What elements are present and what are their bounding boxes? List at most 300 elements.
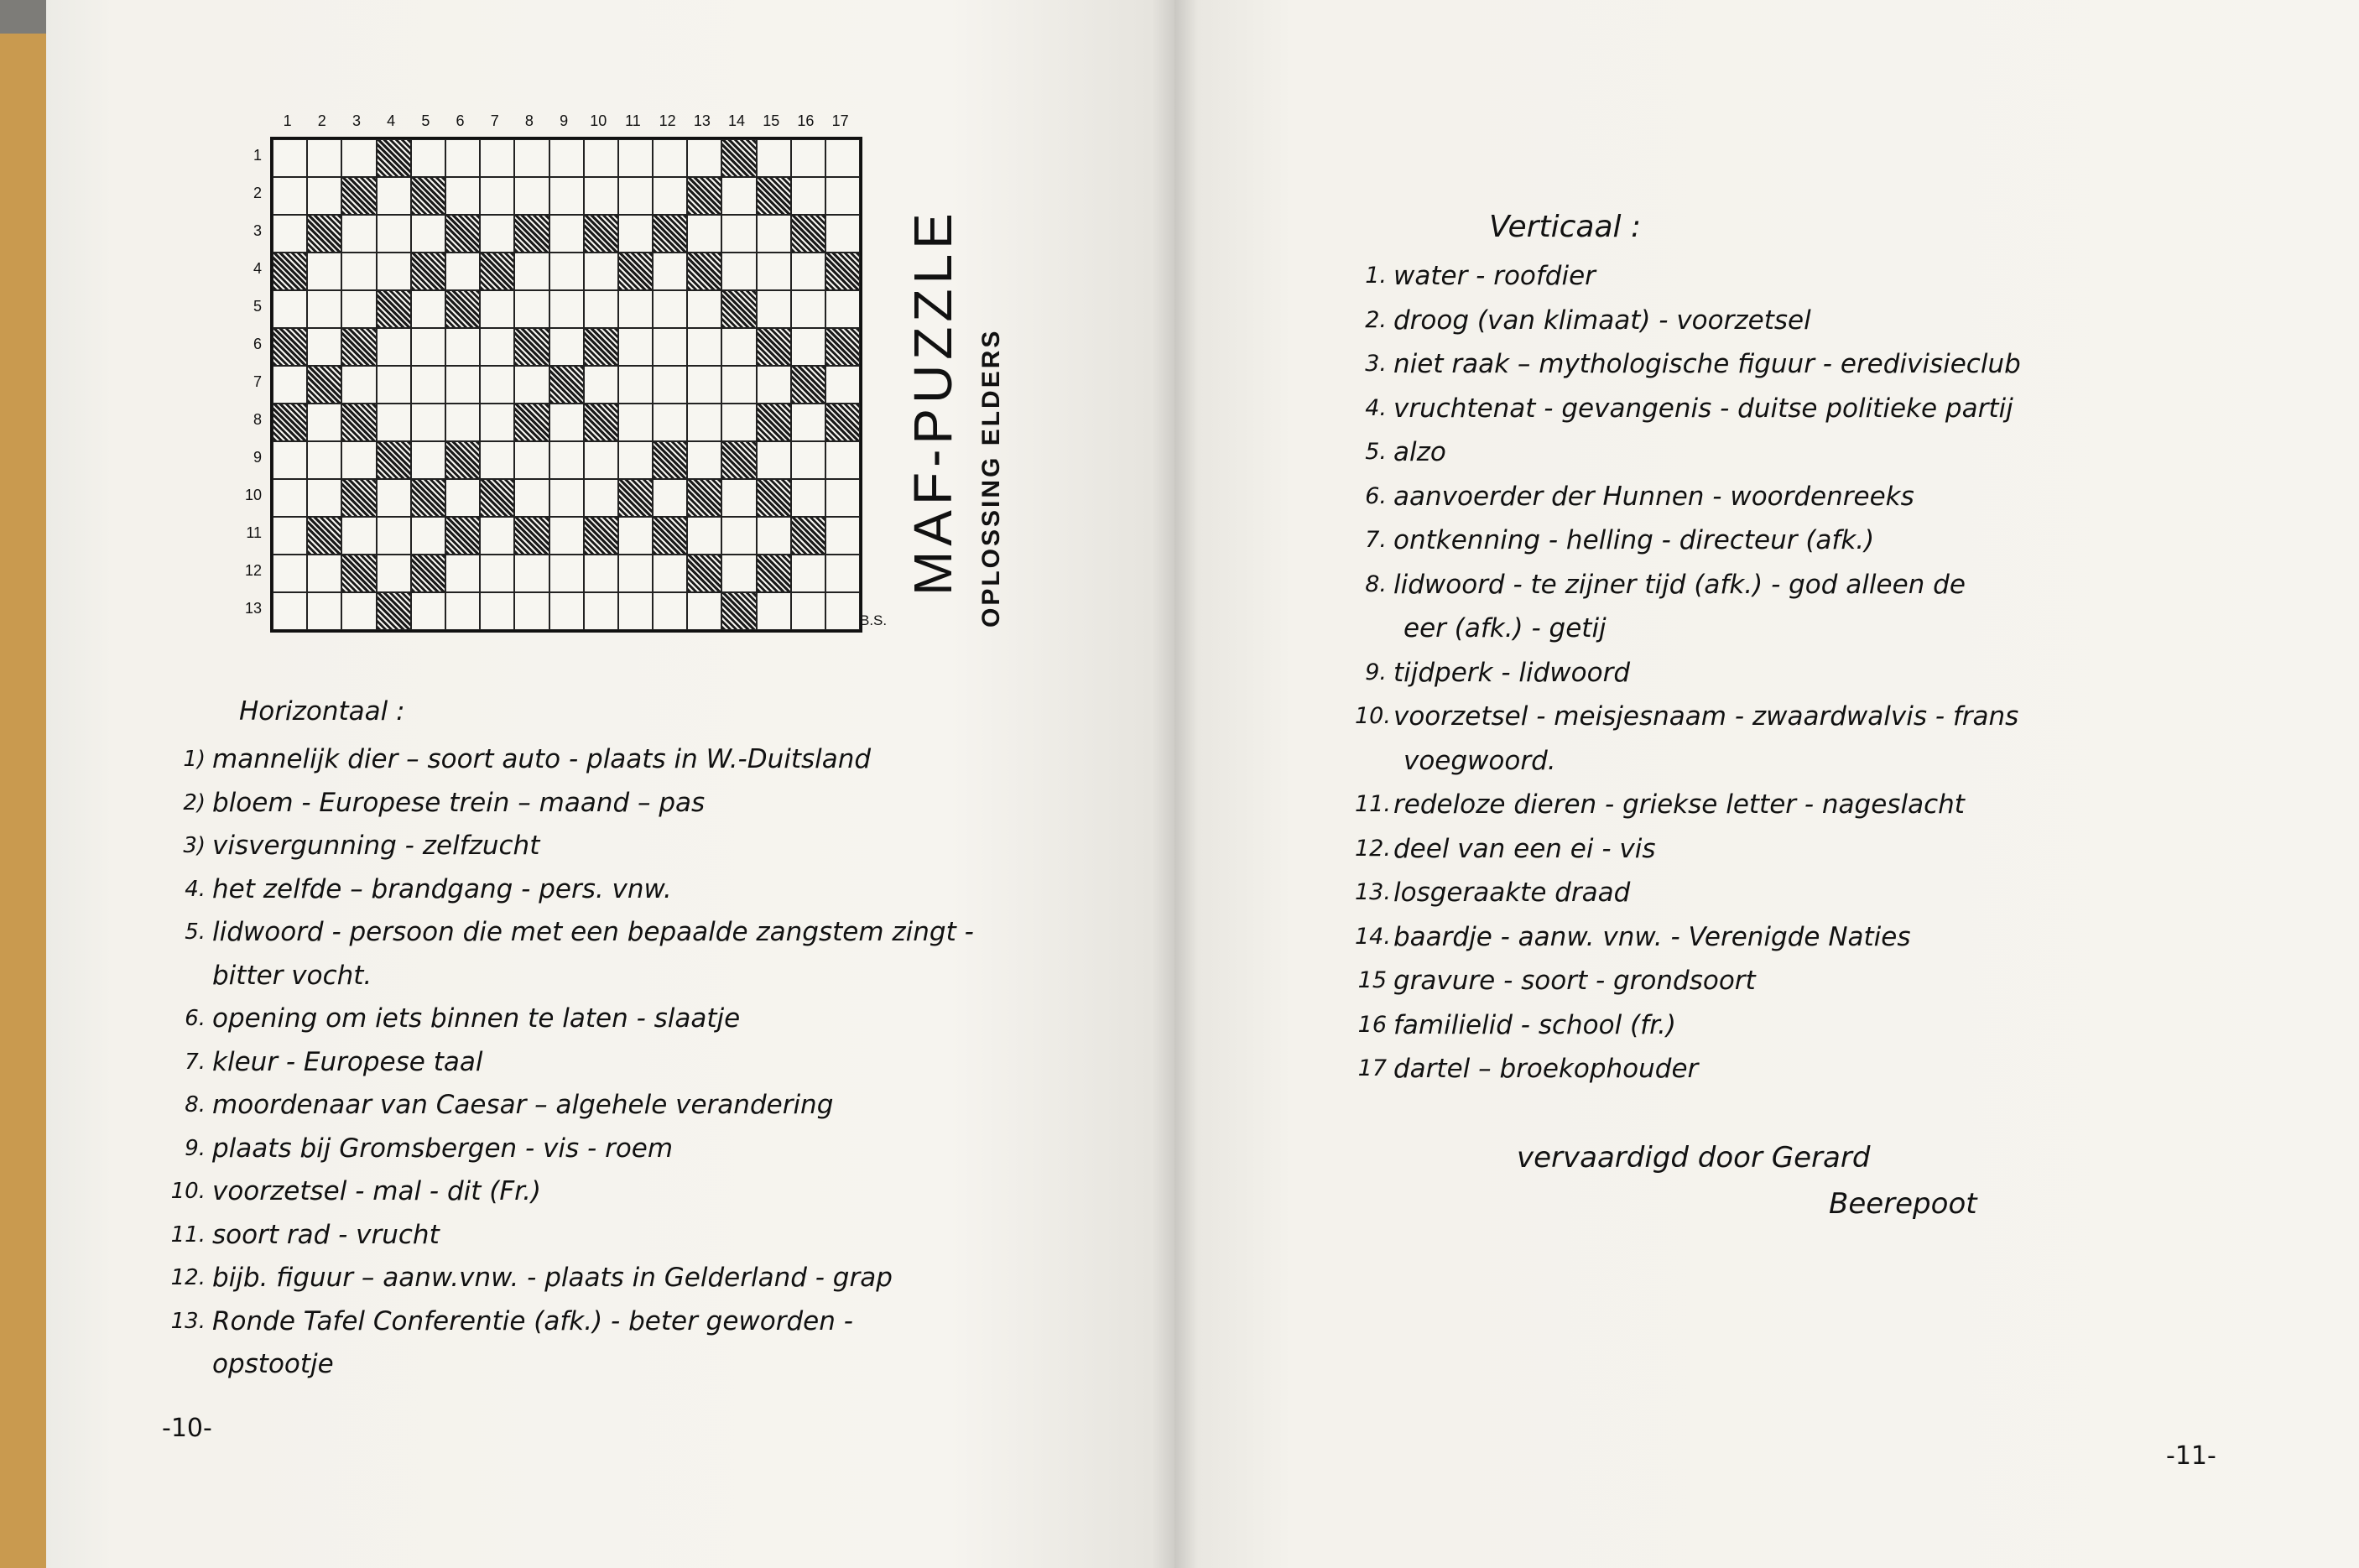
grid-black-cell [273,328,307,366]
grid-cell [757,441,791,479]
clue-item [1355,871,2194,915]
grid-cell [445,404,480,441]
grid-black-cell [584,517,618,555]
grid-cell [307,290,341,328]
grid-cell [341,139,376,177]
grid-cell [721,404,756,441]
clue-number: 3. [1365,351,1387,377]
grid-cell [653,177,687,215]
clue-text: mannelijk dier – soort auto - plaats in W.-Duitsland [212,744,872,774]
clue-text: plaats bij Gromsbergen - vis - roem [212,1133,674,1164]
row-number: 9 [253,449,262,466]
grid-cell [618,404,653,441]
grid-black-cell [445,517,480,555]
grid-cell [721,215,756,253]
grid-cell [618,441,653,479]
clue-text: voorzetsel - meisjesnaam - zwaardwalvis - frans [1393,701,2019,732]
grid-cell [445,139,480,177]
clue-text: bitter vocht. [212,960,372,991]
row-number: 1 [253,147,262,164]
grid-cell [307,555,341,592]
grid-cell [307,328,341,366]
grid-cell [791,328,825,366]
grid-cell [618,290,653,328]
clue-text: Ronde Tafel Conferentie (afk.) - beter geworden - [212,1305,853,1336]
clue-number: 13. [170,1308,206,1334]
column-number: 16 [797,112,815,129]
grid-cell [445,177,480,215]
clue-item [1355,651,2194,695]
grid-black-cell [687,177,721,215]
grid-black-cell [341,328,376,366]
grid-cell [757,215,791,253]
grid-cell [480,517,514,555]
grid-cell [411,366,445,404]
clue-text: redeloze dieren - griekse letter - nageslacht [1393,789,1965,820]
grid-cell [514,366,549,404]
grid-cell [653,253,687,290]
grid-cell [480,290,514,328]
grid-cell [411,404,445,441]
grid-cell [721,555,756,592]
horizontal-heading: Horizontaal : [239,696,405,727]
page-number-right: -11- [2166,1441,2216,1471]
column-number: 7 [490,112,499,129]
grid-cell [584,479,618,517]
grid-cell [480,441,514,479]
grid-cell [687,139,721,177]
grid-cell [411,328,445,366]
grid-cell [341,215,376,253]
grid-cell [584,555,618,592]
grid-cell [825,479,860,517]
clue-text: visvergunning - zelfzucht [212,831,540,861]
grid-cell [307,139,341,177]
grid-black-cell [721,139,756,177]
grid-cell [721,177,756,215]
grid-black-cell [584,404,618,441]
grid-black-cell [687,555,721,592]
grid-black-cell [721,441,756,479]
grid-cell [825,139,860,177]
clue-item [1355,387,2194,431]
grid-cell [445,479,480,517]
grid-black-cell [825,253,860,290]
grid-cell [307,441,341,479]
grid-cell [514,290,549,328]
clue-item [1355,739,2194,784]
grid-cell [791,404,825,441]
vertical-heading: Verticaal : [1489,210,1642,244]
column-number: 15 [763,112,780,129]
column-numbers [270,112,857,134]
clue-text: losgeraakte draad [1393,878,1631,908]
clue-item [1355,695,2194,739]
column-number: 12 [659,112,676,129]
grid-cell [653,290,687,328]
clue-item [164,1170,1086,1214]
clue-text: lidwoord - te zijner tijd (afk.) - god alleen de [1393,569,1966,600]
grid-cell [687,517,721,555]
page-number-left: -10- [162,1414,212,1443]
clue-item [1355,1003,2194,1048]
vertical-clue-list [1355,254,2194,1091]
grid-cell [341,517,376,555]
column-number: 8 [524,112,534,129]
clue-item [164,825,1086,868]
grid-cell [687,592,721,630]
grid-cell [721,479,756,517]
grid-cell [273,441,307,479]
row-number: 7 [253,373,262,390]
grid-cell [549,555,584,592]
grid-black-cell [411,555,445,592]
grid-cell [514,555,549,592]
clue-number: 9. [1365,659,1387,685]
grid-cell [514,253,549,290]
grid-cell [757,253,791,290]
clue-text: eer (afk.) - getij [1403,613,1607,643]
grid-cell [825,592,860,630]
grid-black-cell [757,328,791,366]
clue-item [1355,1047,2194,1091]
grid-black-cell [618,479,653,517]
clue-item [1355,959,2194,1003]
row-number: 6 [253,336,262,352]
grid-black-cell [791,215,825,253]
credit-line-1: vervaardigd door Gerard [1517,1141,1871,1175]
clue-item [164,911,1086,955]
grid-cell [480,404,514,441]
grid-cell [618,555,653,592]
grid-black-cell [445,215,480,253]
column-number: 10 [590,112,607,129]
grid-cell [480,177,514,215]
grid-cell [307,253,341,290]
grid-cell [825,177,860,215]
clue-item [1355,518,2194,563]
row-number: 8 [253,411,262,428]
clue-text: voegwoord. [1403,745,1556,776]
clue-text: dartel – broekophouder [1393,1054,1699,1084]
grid-cell [584,290,618,328]
grid-cell [721,328,756,366]
grid-cell [618,139,653,177]
clue-item [1355,783,2194,827]
grid-black-cell [514,517,549,555]
grid-black-cell [514,328,549,366]
grid-cell [514,479,549,517]
grid-cell [341,253,376,290]
grid-cell [480,555,514,592]
clue-text: baardje - aanw. vnw. - Verenigde Naties [1393,921,1911,952]
grid-cell [687,404,721,441]
grid-cell [584,441,618,479]
clue-text: bijb. figuur – aanw.vnw. - plaats in Gelderland - grap [212,1263,893,1293]
grid-black-cell [514,404,549,441]
grid-black-cell [480,479,514,517]
grid-cell [825,366,860,404]
clue-number: 2) [183,789,206,815]
row-number: 3 [253,222,262,239]
clue-number: 3) [183,833,206,858]
grid-cell [377,177,411,215]
grid-black-cell [307,215,341,253]
grid-black-cell [687,479,721,517]
grid-black-cell [549,366,584,404]
grid-cell [825,215,860,253]
grid-cell [653,404,687,441]
clue-item [164,868,1086,912]
grid-black-cell [757,177,791,215]
column-number: 4 [387,112,396,129]
clue-number: 10. [1355,703,1391,729]
grid-cell [653,366,687,404]
grid-cell [514,139,549,177]
grid-black-cell [411,177,445,215]
column-number: 3 [352,112,361,129]
grid-cell [273,139,307,177]
grid-cell [377,366,411,404]
grid-cell [549,139,584,177]
grid-black-cell [377,592,411,630]
clue-item [164,1084,1086,1128]
grid-black-cell [757,479,791,517]
grid-cell [480,215,514,253]
grid-cell [549,441,584,479]
grid-black-cell [721,592,756,630]
grid-cell [411,517,445,555]
grid-cell [757,517,791,555]
grid-black-cell [653,517,687,555]
grid-black-cell [825,328,860,366]
row-number: 10 [244,487,262,503]
grid-cell [411,139,445,177]
grid-cell [791,592,825,630]
column-number: 9 [560,112,569,129]
clue-number: 4. [185,876,206,902]
grid-cell [791,139,825,177]
grid-cell [273,517,307,555]
row-number: 5 [253,298,262,315]
grid-cell [445,555,480,592]
grid-cell [549,517,584,555]
clue-item [164,738,1086,782]
column-number: 13 [693,112,711,129]
row-number: 4 [253,260,262,277]
clue-text: tijdperk - lidwoord [1393,657,1631,688]
clue-number: 5. [1365,439,1387,465]
grid-black-cell [791,517,825,555]
grid-cell [757,139,791,177]
grid-cell [584,366,618,404]
grid-cell [273,177,307,215]
clue-number: 6. [1365,482,1387,509]
grid-cell [721,253,756,290]
grid-cell [653,555,687,592]
clue-text: niet raak – mythologische figuur - eredivisieclub [1393,349,2021,379]
clue-text: alzo [1393,437,1446,467]
grid-cell [341,290,376,328]
grid-cell [549,328,584,366]
column-number: 14 [728,112,746,129]
grid-cell [584,177,618,215]
clue-text: gravure - soort - grondsoort [1393,966,1756,996]
grid-cell [480,366,514,404]
grid-cell [584,592,618,630]
clue-number: 7. [185,1049,206,1075]
clue-item [1355,475,2194,519]
grid-black-cell [341,404,376,441]
grid-black-cell [307,517,341,555]
grid-cell [377,404,411,441]
grid-black-cell [377,441,411,479]
clue-item [164,1214,1086,1258]
grid-cell [687,441,721,479]
grid-cell [273,479,307,517]
grid-black-cell [341,555,376,592]
clue-text: kleur - Europese taal [212,1046,483,1077]
grid-cell [653,139,687,177]
grid-cell [514,177,549,215]
grid-cell [480,592,514,630]
clue-number: 10. [170,1179,206,1204]
grid-cell [307,479,341,517]
grid-black-cell [757,555,791,592]
grid-cell [687,328,721,366]
grid-cell [687,215,721,253]
clue-number: 8. [1365,570,1387,597]
grid-black-cell [411,479,445,517]
grid-cell [653,592,687,630]
grid-cell [514,592,549,630]
clue-number: 2. [1365,306,1387,333]
grid-cell [549,290,584,328]
clue-number: 5. [185,919,206,945]
grid-cell [618,215,653,253]
row-number: 2 [253,185,262,201]
grid-cell [791,253,825,290]
crossword-grid [270,137,862,633]
grid-cell [377,555,411,592]
grid-cell [341,366,376,404]
clue-text: ontkenning - helling - directeur (afk.) [1393,525,1875,555]
clue-text: opening om iets binnen te laten - slaatje [212,1003,741,1034]
grid-cell [618,592,653,630]
grid-cell [825,517,860,555]
grid-black-cell [825,404,860,441]
grid-cell [377,479,411,517]
clue-number: 11. [170,1222,206,1248]
grid-black-cell [307,366,341,404]
clue-number: 16 [1357,1011,1387,1038]
grid-cell [687,290,721,328]
grid-cell [341,592,376,630]
column-number: 17 [831,112,849,129]
grid-cell [791,290,825,328]
puzzle-subtitle: OPLOSSING ELDERS [977,328,1005,628]
grid-black-cell [377,139,411,177]
clue-number: 17 [1357,1055,1387,1081]
horizontal-clue-list [164,738,1086,1387]
clue-text: droog (van klimaat) - voorzetsel [1393,305,1811,336]
grid-cell [377,215,411,253]
clue-item [164,782,1086,826]
grid-cell [757,592,791,630]
grid-black-cell [618,253,653,290]
clue-item [1355,827,2194,872]
grid-cell [757,366,791,404]
column-number: 1 [283,112,292,129]
grid-cell [653,479,687,517]
grid-cell [445,592,480,630]
grid-cell [653,328,687,366]
grid-black-cell [514,215,549,253]
clue-item [164,955,1086,998]
grid-black-cell [445,290,480,328]
grid-cell [377,517,411,555]
grid-black-cell [341,177,376,215]
grid-black-cell [273,404,307,441]
row-number: 13 [244,600,262,617]
credit-line-2: Beerepoot [1829,1187,1977,1221]
clue-number: 11. [1355,791,1391,817]
grid-cell [721,366,756,404]
grid-black-cell [480,253,514,290]
grid-black-cell [445,441,480,479]
clue-item [164,1343,1086,1387]
grid-cell [480,328,514,366]
grid-cell [549,177,584,215]
grid-cell [411,215,445,253]
clue-item [164,1257,1086,1300]
grid-cell [307,404,341,441]
grid-black-cell [377,290,411,328]
clue-number: 1) [183,747,206,772]
grid-cell [445,366,480,404]
grid-cell [549,253,584,290]
clue-item [164,1128,1086,1171]
clue-item [1355,563,2194,607]
clue-number: 4. [1365,394,1387,421]
column-number: 5 [421,112,430,129]
grid-cell [273,290,307,328]
grid-cell [377,253,411,290]
grid-cell [791,177,825,215]
grid-cell [825,290,860,328]
grid-cell [549,215,584,253]
grid-cell [480,139,514,177]
grid-cell [757,290,791,328]
clue-number: 8. [185,1092,206,1117]
clue-number: 15 [1357,967,1387,993]
clue-text: opstootje [212,1349,334,1379]
grid-cell [721,517,756,555]
grid-black-cell [721,290,756,328]
grid-cell [549,592,584,630]
clue-item [164,1300,1086,1344]
clue-text: water - roofdier [1393,261,1596,291]
grid-black-cell [687,253,721,290]
clue-text: moordenaar van Caesar – algehele verandering [212,1090,834,1120]
grid-cell [791,441,825,479]
clue-text: vruchtenat - gevangenis - duitse politieke partij [1393,393,2013,424]
grid-signature: B.S. [860,612,888,628]
clue-text: bloem - Europese trein – maand – pas [212,787,706,818]
grid-black-cell [341,479,376,517]
grid-cell [549,404,584,441]
clue-text: aanvoerder der Hunnen - woordenreeks [1393,481,1914,512]
